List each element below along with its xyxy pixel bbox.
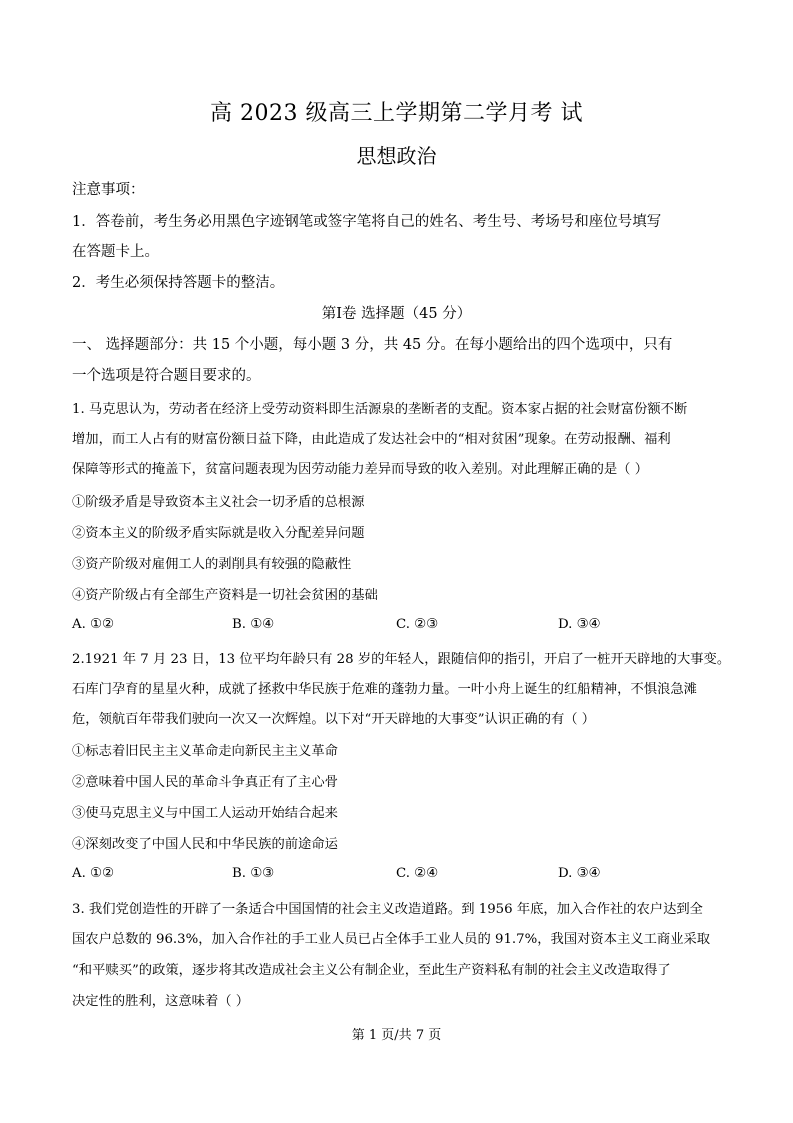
notes-item-1-cont: 在答题卡上。	[72, 244, 159, 260]
question-1-option-a[interactable]: A. ①②	[72, 617, 114, 632]
question-1-statement: ④资产阶级占有全部生产资料是一切社会贫困的基础	[72, 588, 378, 603]
question-3-stem: 决定性的胜利，这意味着（ ）	[72, 994, 250, 1009]
question-2-option-b[interactable]: B. ①③	[232, 866, 275, 881]
notes-heading: 注意事项：	[72, 182, 145, 198]
question-1-option-b[interactable]: B. ①④	[232, 617, 275, 632]
question-2-option-c[interactable]: C. ②④	[396, 866, 438, 881]
question-1-stem: 1. 马克思认为，劳动者在经济上受劳动资料即生活源泉的垄断者的支配。资本家占据的社会财富份额不断	[72, 402, 688, 417]
question-1-option-c[interactable]: C. ②③	[396, 617, 438, 632]
question-1-stem: 增加，而工人占有的财富份额日益下降，由此造成了发达社会中的“相对贫困”现象。在劳动报酬、福利	[72, 432, 671, 447]
page-footer: 第 1 页/共 7 页	[351, 1028, 442, 1043]
question-1-statement: ③资产阶级对雇佣工人的剥削具有较强的隐蔽性	[72, 557, 352, 572]
question-2-stem: 2.1921 年 7 月 23 日，13 位平均年龄只有 28 岁的年轻人，跟随信仰的指引，开启了一桩开天辟地的大事变。	[72, 652, 731, 667]
exam-title: 高 2023 级高三上学期第二学月考 试	[210, 101, 583, 126]
question-2-stem: 石库门孕育的星星火种，成就了拯救中华民族于危难的蓬勃力量。一叶小舟上诞生的红船精神，不惧浪急滩	[72, 682, 697, 697]
section-heading: 第Ⅰ卷 选择题（45 分）	[321, 306, 472, 322]
notes-item-1: 1．答卷前，考生务必用黑色字迹钢笔或签字笔将自己的姓名、考生号、考场号和座位号填写	[72, 214, 662, 230]
question-2-statement: ②意味着中国人民的革命斗争真正有了主心骨	[72, 775, 338, 790]
section-intro-cont: 一个选项是符合题目要求的。	[72, 368, 261, 384]
question-1-option-d[interactable]: D. ③④	[558, 617, 601, 632]
section-intro: 一、 选择题部分：共 15 个小题，每小题 3 分，共 45 分。在每小题给出的四个选项中，只有	[72, 337, 673, 353]
question-2-statement: ④深刻改变了中国人民和中华民族的前途命运	[72, 837, 338, 852]
exam-subject: 思想政治	[356, 144, 437, 168]
question-2-option-a[interactable]: A. ①②	[72, 866, 114, 881]
question-2-statement: ③使马克思主义与中国工人运动开始结合起来	[72, 806, 338, 821]
question-3-stem: 国农户总数的 96.3%，加入合作社的手工业人员已占全体手工业人员的 91.7%，我国对资本主义工商业采取	[72, 932, 711, 947]
question-2-option-d[interactable]: D. ③④	[558, 866, 601, 881]
question-1-statement: ①阶级矛盾是导致资本主义社会一切矛盾的总根源	[72, 495, 365, 510]
question-2-statement: ①标志着旧民主主义革命走向新民主主义革命	[72, 744, 338, 759]
question-1-statement: ②资本主义的阶级矛盾实际就是收入分配差异问题	[72, 526, 365, 541]
question-1-stem: 保障等形式的掩盖下，贫富问题表现为因劳动能力差异而导致的收入差别。对此理解正确的是（ ）	[72, 462, 648, 477]
question-2-stem: 危，领航百年带我们驶向一次又一次辉煌。以下对“开天辟地的大事变”认识正确的有（ ）	[72, 712, 596, 727]
question-3-stem: 3. 我们党创造性的开辟了一条适合中国国情的社会主义改造道路。到 1956 年底，加入合作社的农户达到全	[72, 902, 703, 917]
question-3-stem: “和平赎买”的政策，逐步将其改造成社会主义公有制企业，至此生产资料私有制的社会主义改造取得了	[72, 963, 671, 978]
notes-item-2: 2．考生必须保持答题卡的整洁。	[72, 275, 285, 291]
